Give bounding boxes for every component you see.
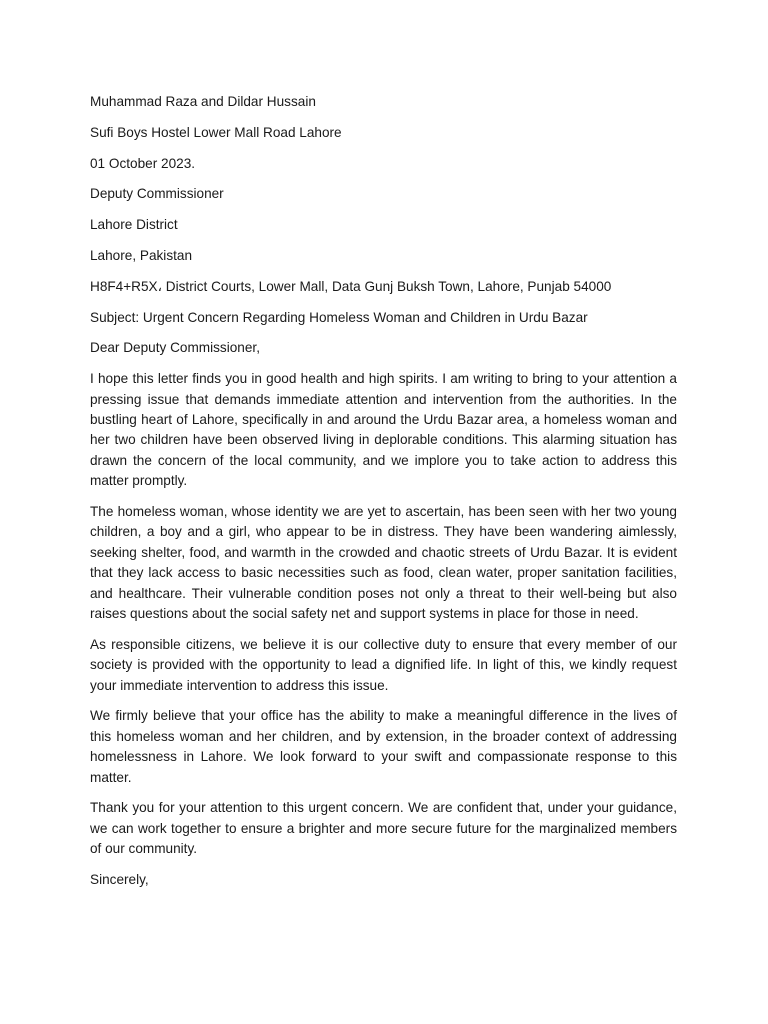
sender-address: Sufi Boys Hostel Lower Mall Road Lahore [90, 124, 342, 140]
body-paragraph-1: I hope this letter finds you in good health and high spirits. I am writing to bring to your attention a pressing issue that demands immediate attention and intervention from the authorities. In the bustling heart of Lahore, specifically in and around the Urdu Bazar area, a homeless woman and her two children have been observed living in deplorable conditions. This alarming situation has drawn the concern of the local community, and we implore you to take action to address this matter promptly. [90, 371, 677, 489]
recipient-city: Lahore, Pakistan [90, 247, 193, 263]
letter-date: 01 October 2023. [90, 155, 196, 171]
body-paragraph-3: As responsible citizens, we believe it is our collective duty to ensure that every member of our society is provided with the opportunity to lead a dignified life. In light of this, we kindly request your immediate intervention to address this issue. [90, 636, 677, 693]
recipient-district: Lahore District [90, 217, 178, 233]
sender-names: Muhammad Raza and Dildar Hussain [90, 94, 316, 109]
body-paragraph-4: We firmly believe that your office has the ability to make a meaningful difference in the lives of this homeless woman and her children, and by extension, in the broader context of addressing homelessness in Lahore. We look forward to your swift and compassionate response to this matter. [90, 708, 677, 785]
closing: Sincerely, [90, 872, 149, 888]
body-paragraph-5: Thank you for your attention to this urgent concern. We are confident that, under your guidance, we can work together to ensure a brighter and more secure future for the marginalized members of our community. [90, 800, 677, 857]
letter-subject: Subject: Urgent Concern Regarding Homeless Woman and Children in Urdu Bazar [90, 309, 588, 325]
body-paragraph-2: The homeless woman, whose identity we are yet to ascertain, has been seen with her two young children, a boy and a girl, who appear to be in distress. They have been wandering aimlessly, seeking shelter, food, and warmth in the crowded and chaotic streets of Urdu Bazar. It is evident that they lack access to basic necessities such as food, clean water, proper sanitation facilities, and healthcare. Their vulnerable condition poses not only a threat to their well-being but also raises questions about the social safety net and support systems in place for those in need. [90, 504, 677, 622]
letter [90, 92, 677, 901]
recipient-title: Deputy Commissioner [90, 186, 224, 202]
recipient-address: H8F4+R5X، District Courts, Lower Mall, Data Gunj Buksh Town, Lahore, Punjab 54000 [90, 278, 612, 294]
salutation: Dear Deputy Commissioner, [90, 340, 260, 356]
